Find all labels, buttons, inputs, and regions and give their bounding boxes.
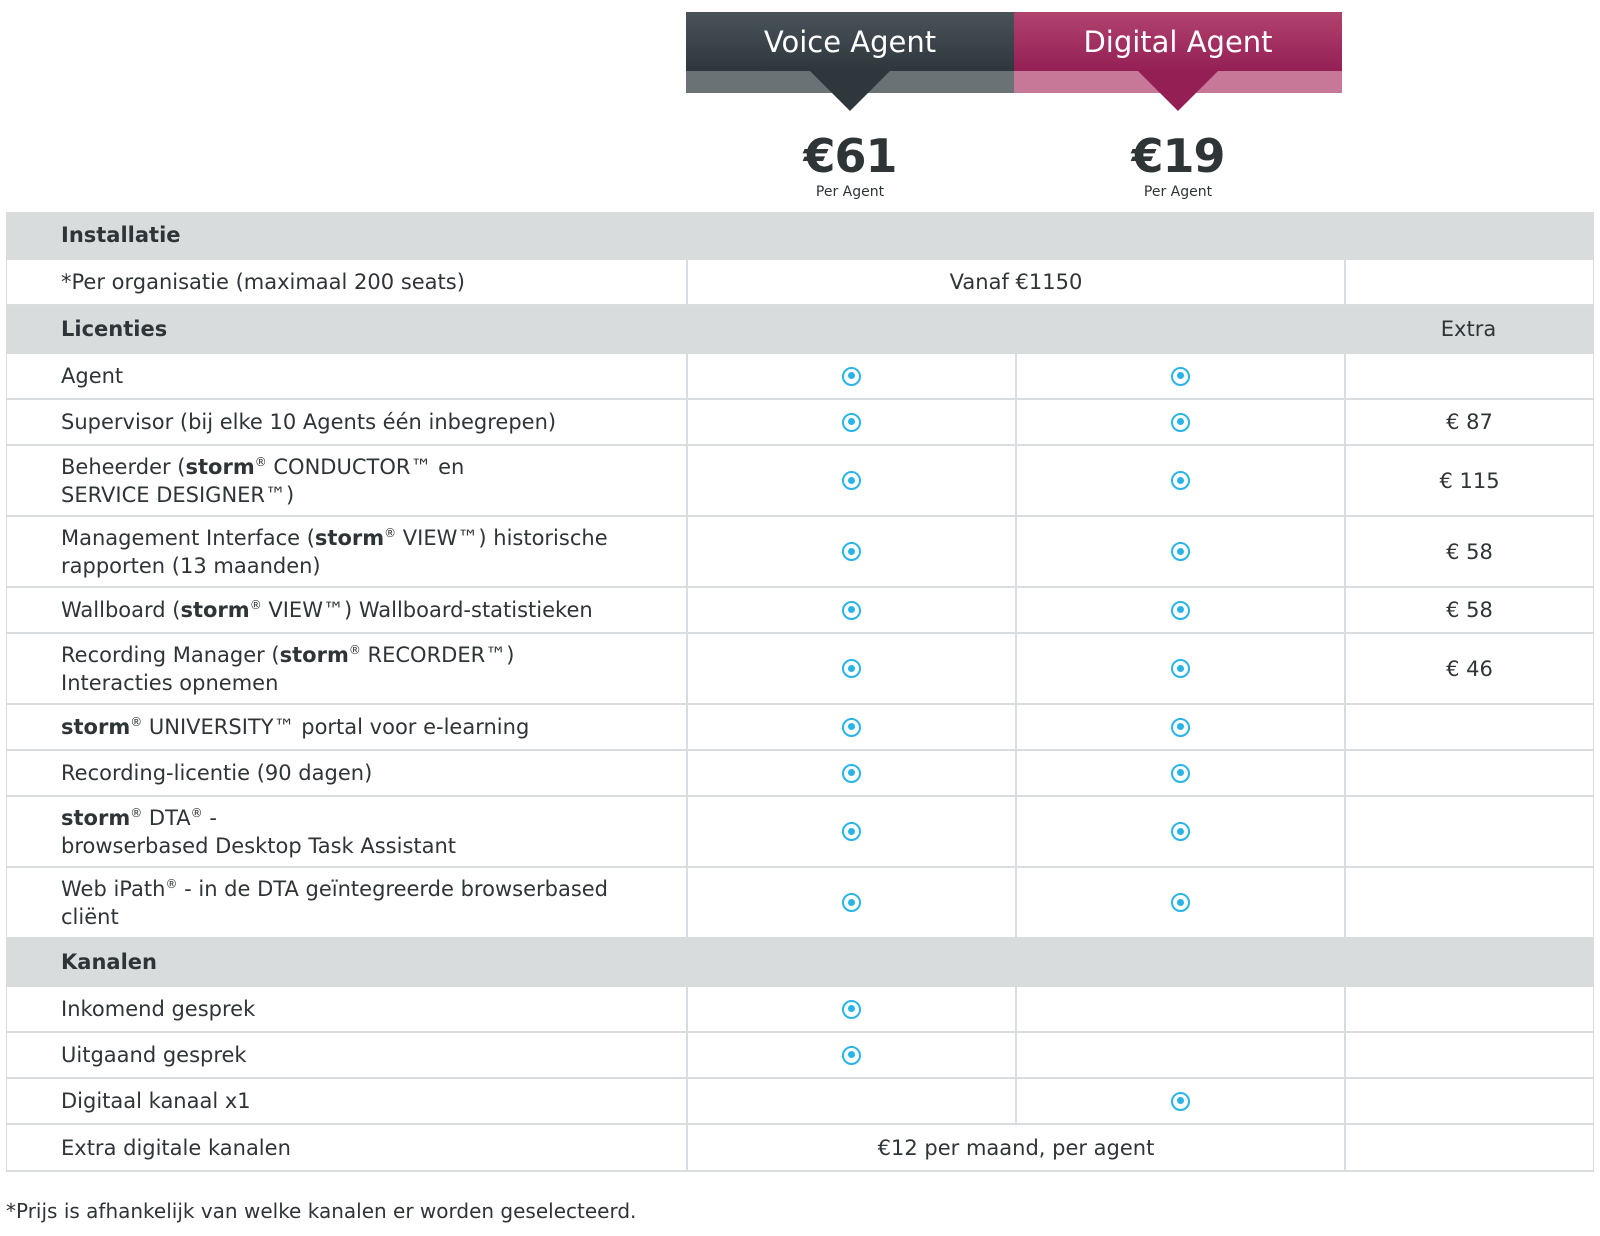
plan-price-voice: €61 xyxy=(803,129,897,183)
section-title: Installatie xyxy=(61,223,181,247)
row-label: Recording-licentie (90 dagen) xyxy=(61,761,373,785)
check-dot-icon xyxy=(1171,718,1190,737)
section-title: Kanalen xyxy=(61,950,157,974)
extra-price xyxy=(1344,354,1593,398)
extra-price: € 87 xyxy=(1344,400,1593,444)
table-row xyxy=(6,588,1594,634)
plan-name-digital: Digital Agent xyxy=(1014,12,1342,71)
extra-price xyxy=(1344,868,1593,937)
section-installatie xyxy=(6,212,1594,260)
row-label: storm® DTA® - browserbased Desktop Task Assistant xyxy=(61,805,457,858)
extra-price: € 58 xyxy=(1344,588,1593,632)
table-row xyxy=(6,868,1594,939)
check-dot-icon xyxy=(1171,1092,1190,1111)
check-dot-icon xyxy=(1171,893,1190,912)
row-label: Web iPath® - in de DTA geïntegreerde browserbased cliënt xyxy=(61,876,609,929)
table-row xyxy=(6,797,1594,868)
pointer-arrow-icon xyxy=(810,71,890,111)
footnote: *Prijs is afhankelijk van welke kanalen er worden geselecteerd. xyxy=(6,1199,637,1223)
check-dot-icon xyxy=(1171,413,1190,432)
table-row xyxy=(6,446,1594,517)
plan-per-digital: Per Agent xyxy=(1143,184,1213,200)
check-dot-icon xyxy=(842,659,861,678)
extra-price: € 58 xyxy=(1344,517,1593,586)
check-dot-icon xyxy=(1171,822,1190,841)
extra-price xyxy=(1344,797,1593,866)
plan-per-voice: Per Agent xyxy=(815,184,885,200)
table-row xyxy=(6,987,1594,1033)
extra-cell xyxy=(1344,260,1593,304)
check-dot-icon xyxy=(842,542,861,561)
row-label: Uitgaand gesprek xyxy=(61,1043,247,1067)
row-label: Supervisor (bij elke 10 Agents één inbegrepen) xyxy=(61,410,557,434)
check-dot-icon xyxy=(1171,659,1190,678)
section-title: Licenties xyxy=(61,317,168,341)
check-dot-icon xyxy=(1171,471,1190,490)
check-dot-icon xyxy=(842,893,861,912)
pricing-table xyxy=(6,212,1594,1172)
table-row xyxy=(6,705,1594,751)
pointer-arrow-icon xyxy=(1138,71,1218,111)
check-dot-icon xyxy=(842,1000,861,1019)
check-dot-icon xyxy=(1171,367,1190,386)
row-label: Agent xyxy=(61,364,124,388)
plan-name-voice: Voice Agent xyxy=(686,12,1014,71)
check-dot-icon xyxy=(842,367,861,386)
check-dot-icon xyxy=(1171,764,1190,783)
row-label: Recording Manager (storm® RECORDER™) Interacties opnemen xyxy=(61,642,515,695)
check-dot-icon xyxy=(842,1046,861,1065)
table-row xyxy=(6,517,1594,588)
check-dot-icon xyxy=(842,822,861,841)
extra-price: € 115 xyxy=(1344,446,1593,515)
plan-header-voice-agent xyxy=(686,12,1014,200)
row-label: Digitaal kanaal x1 xyxy=(61,1089,251,1113)
row-label: Management Interface (storm® VIEW™) historische rapporten (13 maanden) xyxy=(61,525,608,578)
check-dot-icon xyxy=(842,718,861,737)
check-dot-icon xyxy=(842,601,861,620)
check-dot-icon xyxy=(1171,601,1190,620)
table-row xyxy=(6,400,1594,446)
extra-price: € 46 xyxy=(1344,634,1593,703)
table-row xyxy=(6,751,1594,797)
table-row xyxy=(6,1125,1594,1172)
plan-header-digital-agent xyxy=(1014,12,1342,200)
row-label: *Per organisatie (maximaal 200 seats) xyxy=(61,270,465,294)
extra-price xyxy=(1344,705,1593,749)
row-value: Vanaf €1150 xyxy=(686,260,1344,304)
check-dot-icon xyxy=(1171,542,1190,561)
section-licenties xyxy=(6,306,1594,354)
check-dot-icon xyxy=(842,413,861,432)
row-label: Wallboard (storm® VIEW™) Wallboard-statistieken xyxy=(61,598,593,622)
check-dot-icon xyxy=(842,764,861,783)
table-row xyxy=(6,1079,1594,1125)
check-dot-icon xyxy=(842,471,861,490)
row-label: Extra digitale kanalen xyxy=(61,1135,291,1160)
row-label: Beheerder (storm® CONDUCTOR™ en SERVICE DESIGNER™) xyxy=(61,454,465,507)
row-label: Inkomend gesprek xyxy=(61,997,256,1021)
plan-price-digital: €19 xyxy=(1131,129,1225,183)
table-row xyxy=(6,354,1594,400)
table-row xyxy=(6,260,1594,306)
table-row xyxy=(6,634,1594,705)
row-label: storm® UNIVERSITY™ portal voor e-learning xyxy=(61,715,530,739)
table-row xyxy=(6,1033,1594,1079)
section-kanalen xyxy=(6,939,1594,987)
extra-price xyxy=(1344,751,1593,795)
extra-header: Extra xyxy=(1440,317,1497,341)
row-value: €12 per maand, per agent xyxy=(686,1125,1344,1170)
